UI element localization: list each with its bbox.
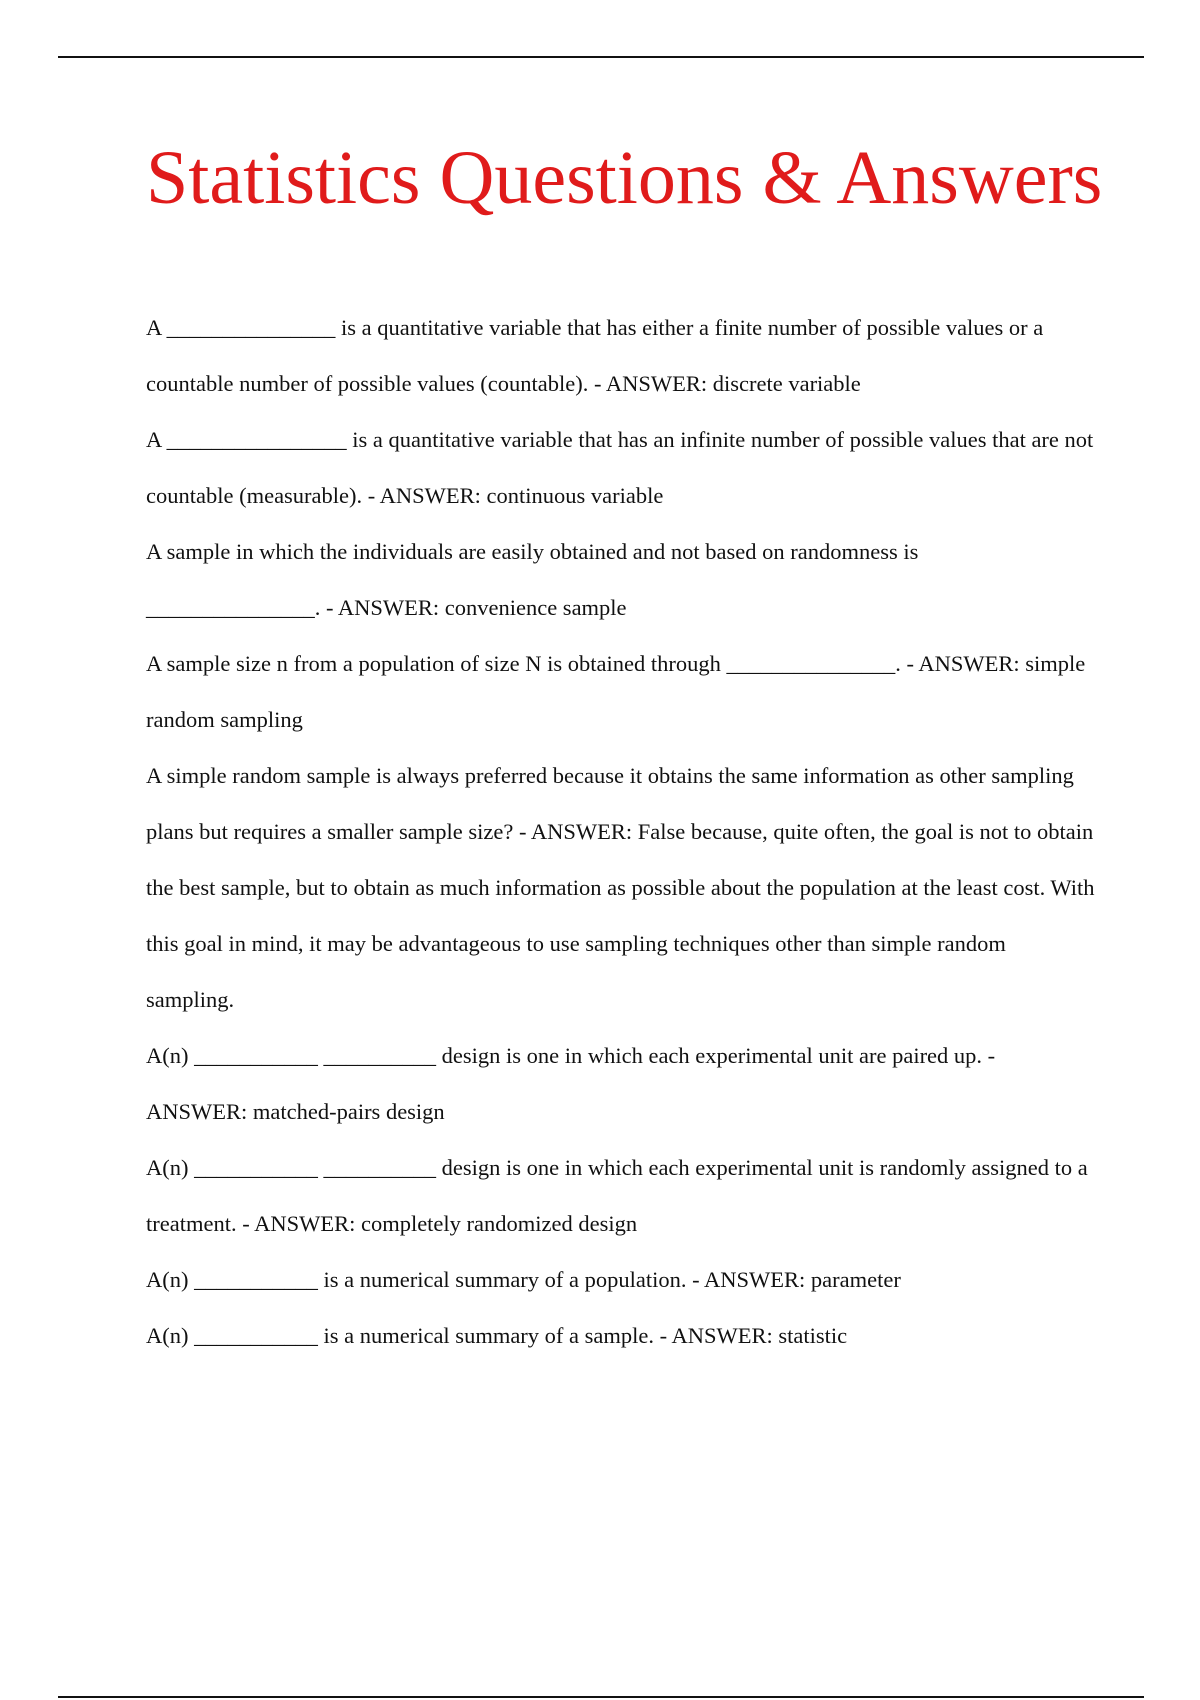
top-rule <box>58 56 1144 58</box>
qa-item-parameter: A(n) ___________ is a numerical summary of a population. - ANSWER: parameter <box>146 1267 901 1292</box>
qa-item-srs-preferred: A simple random sample is always preferred because it obtains the same information as other sampling plans but requires a smaller sample size? - ANSWER: False because, quite often, the goal is not to obtain the best sample, but to obtain as much information as possible about the population at the least cost. With this goal in mind, it may be advantageous to use sampling techniques other than simple random sampling. <box>146 763 1095 1012</box>
bottom-rule <box>58 1696 1144 1698</box>
qa-item-convenience-sample: A sample in which the individuals are easily obtained and not based on randomness is _______________. - ANSWER: convenience sample <box>146 539 919 620</box>
qa-item-statistic: A(n) ___________ is a numerical summary of a sample. - ANSWER: statistic <box>146 1323 848 1348</box>
qa-item-simple-random-sampling: A sample size n from a population of size N is obtained through _______________. - ANSWER: simple random sampling <box>146 651 1086 732</box>
qa-item-continuous-variable: A ________________ is a quantitative variable that has an infinite number of possible values that are not countable (measurable). - ANSWER: continuous variable <box>146 427 1094 508</box>
page-title: Statistics Questions & Answers <box>146 136 1103 220</box>
qa-item-completely-randomized: A(n) ___________ __________ design is one in which each experimental unit is randomly assigned to a treatment. - ANSWER: completely randomized design <box>146 1155 1088 1236</box>
qa-item-discrete-variable: A _______________ is a quantitative variable that has either a finite number of possible values or a countable number of possible values (countable). - ANSWER: discrete variable <box>146 315 1044 396</box>
qa-item-matched-pairs: A(n) ___________ __________ design is one in which each experimental unit are paired up. - ANSWER: matched-pairs design <box>146 1043 996 1124</box>
qa-list <box>146 300 1096 1364</box>
